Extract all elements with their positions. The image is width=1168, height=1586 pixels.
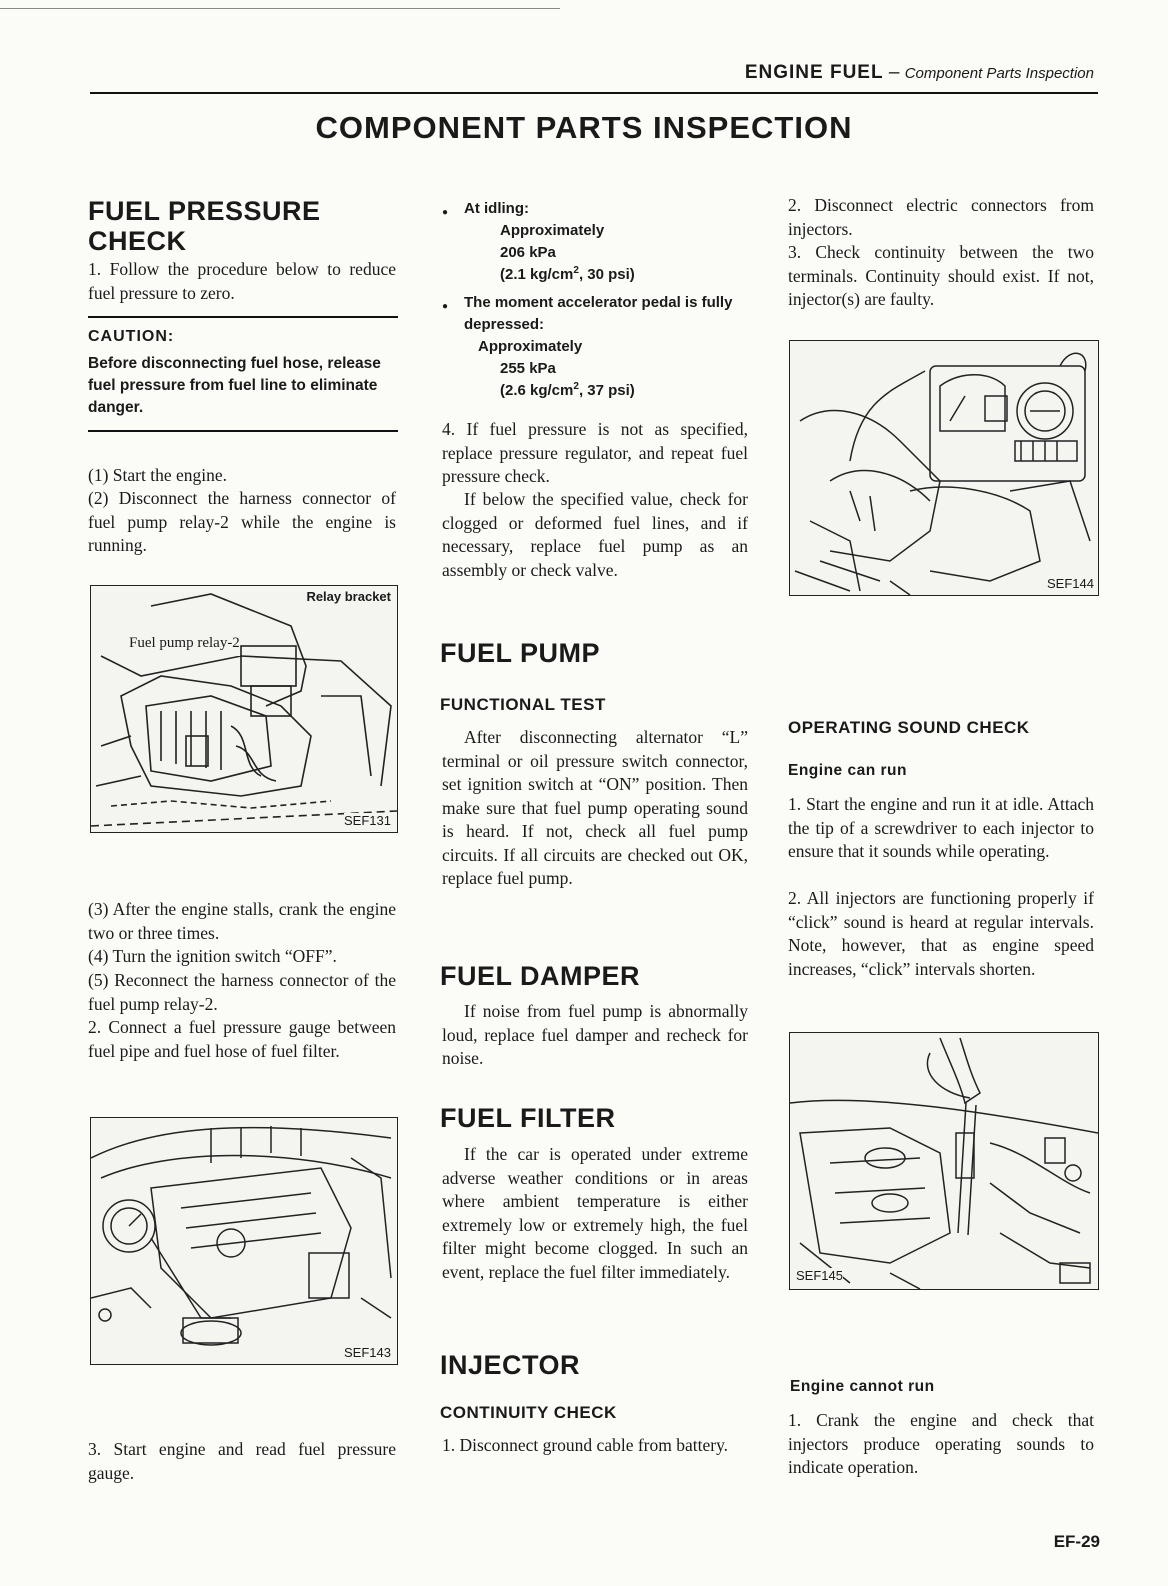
header-rule [90,92,1098,94]
continuity-check-heading: CONTINUITY CHECK [440,1403,617,1422]
pedal-alt-units [442,380,752,402]
can-run-step-2: 2. All injectors are functioning properly if “click” sound is heard at regular intervals. Note, however, that as engine speed increases, “click” intervals shorten. [788,888,1094,979]
operating-sound-heading: OPERATING SOUND CHECK [788,718,1030,737]
figure-code-sef143: SEF143 [344,1345,391,1360]
step-4: (4) Turn the ignition switch “OFF”. [88,946,337,966]
step-2: (2) Disconnect the harness connector of fuel pump relay-2 while the engine is running. [88,488,396,555]
figure-code-sef145: SEF145 [796,1268,843,1283]
col1-para-2: 2. Connect a fuel pressure gauge between fuel pipe and fuel hose of fuel filter. [88,1017,396,1061]
pedal-label: ● The moment accelerator pedal is fully depressed: [442,292,752,336]
fuel-pressure-check-heading: FUEL PRESSURE CHECK [88,196,321,256]
pedal-sq: 2 [573,381,579,392]
fuel-damper-text: If noise from fuel pump is abnormally loud, replace fuel damper and recheck for noise. [442,1001,748,1068]
page-number: EF-29 [1053,1532,1100,1551]
gauge-illustration [91,1118,397,1364]
figure-continuity-tester [789,340,1099,596]
pedal-spec [442,292,752,402]
step-5: (5) Reconnect the harness connector of the fuel pump relay-2. [88,970,396,1014]
top-scan-line [0,8,560,9]
page-title: COMPONENT PARTS INSPECTION [315,110,853,145]
caution-title: CAUTION: [88,328,175,345]
engine-cannot-run-heading: Engine cannot run [790,1378,935,1395]
idle-alt-b: , 30 psi) [578,266,635,283]
functional-test-text: After disconnecting alternator “L” terminal or oil pressure switch connector, set ignition switch at “ON” position. Then make sure that fuel pump operating sound is heard. If not, check all fuel pump circuits. If all circuits are checked out OK, replace fuel pump. [442,727,748,888]
functional-test-heading: FUNCTIONAL TEST [440,695,606,714]
col3-para-3: 3. Check continuity between the two terminals. Continuity should exist. If not, injector(s) are faulty. [788,242,1094,309]
idle-approx: Approximately [500,222,605,239]
step-3: (3) After the engine stalls, crank the engine two or three times. [88,899,396,943]
figure-pressure-gauge [90,1117,398,1365]
fuel-filter-heading: FUEL FILTER [440,1103,616,1133]
figure-screwdriver-injector [789,1032,1099,1290]
header-section: ENGINE FUEL [744,62,884,83]
col1-para-1: 1. Follow the procedure below to reduce fuel pressure to zero. [88,259,396,303]
label-relay-bracket: Relay bracket [306,589,391,604]
caution-rule-top [88,316,398,318]
relay-illustration [91,586,397,832]
fuel-damper-heading: FUEL DAMPER [440,961,641,991]
col3-para-2: 2. Disconnect electric connectors from injectors. [788,195,1094,239]
figure-code-sef144: SEF144 [1047,576,1094,591]
col2-para-4: 4. If fuel pressure is not as specified, replace pressure regulator, and repeat fuel pressure check. [442,419,748,486]
idle-sq: 2 [573,265,579,276]
idle-kpa: 206 kPa [500,244,556,261]
idle-label: ● At idling: [442,198,752,220]
injector-heading: INJECTOR [440,1350,581,1380]
fuel-pump-heading: FUEL PUMP [440,638,601,668]
continuity-check-text: 1. Disconnect ground cable from battery. [442,1435,729,1455]
caution-rule-bottom [88,430,398,432]
can-run-step-1: 1. Start the engine and run it at idle. Attach the tip of a screwdriver to each injector to ensure that it sounds while operating. [788,794,1094,861]
pedal-alt-b: , 37 psi) [578,382,635,399]
idle-alt-units [442,264,752,286]
tester-illustration [790,341,1098,595]
idle-alt-a: (2.1 kg/cm [500,266,574,283]
engine-can-run-heading: Engine can run [788,762,907,779]
label-fuel-pump-relay: Fuel pump relay-2 [129,632,240,656]
step-read-gauge: 3. Start engine and read fuel pressure gauge. [88,1439,396,1483]
screwdriver-illustration [790,1033,1098,1289]
figure-code-sef131: SEF131 [344,813,391,828]
header-subsection: Component Parts Inspection [904,65,1094,82]
running-header [745,62,1094,84]
caution-text: Before disconnecting fuel hose, release fuel pressure from fuel line to eliminate danger. [88,355,381,416]
fuel-filter-text: If the car is operated under extreme adverse weather conditions or in areas where ambient temperature is either extremely low or extremely high, the fuel filter might become clogged. In such an event, replace the fuel filter immediately. [442,1144,748,1282]
figure-relay-bracket [90,585,398,833]
col2-para-4b: If below the specified value, check for clogged or deformed fuel lines, and if necessary, replace fuel pump as an assembly or check valve. [442,489,748,580]
idle-spec [442,198,752,286]
pedal-alt-a: (2.6 kg/cm [500,382,574,399]
pedal-kpa: 255 kPa [500,360,556,377]
step-1: (1) Start the engine. [88,465,227,485]
pedal-approx: Approximately [478,338,583,355]
cannot-run-step-1: 1. Crank the engine and check that injectors produce operating sounds to indicate operation. [788,1410,1094,1477]
header-separator: – [883,62,905,83]
